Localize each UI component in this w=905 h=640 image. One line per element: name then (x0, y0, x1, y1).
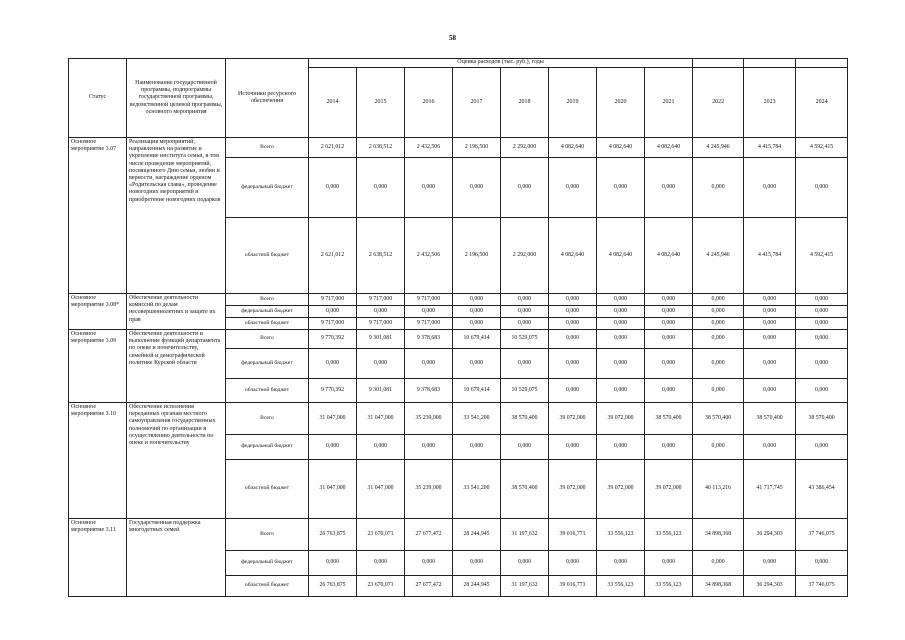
value-cell: 0,000 (357, 158, 405, 218)
value-cell: 0,000 (357, 435, 405, 460)
value-cell: 0,000 (501, 158, 549, 218)
value-cell: 9 717,000 (309, 318, 357, 330)
value-cell: 9 717,000 (357, 318, 405, 330)
value-cell: 0,000 (693, 294, 744, 306)
value-cell: 0,000 (357, 551, 405, 576)
value-cell: 0,000 (645, 551, 693, 576)
value-cell: 0,000 (309, 306, 357, 318)
value-cell: 33 556,123 (645, 576, 693, 597)
value-cell: 31 047,000 (309, 403, 357, 435)
value-cell: 38 570,400 (744, 403, 796, 435)
value-cell: 38 570,400 (501, 403, 549, 435)
value-cell: 0,000 (693, 435, 744, 460)
value-cell: 0,000 (744, 330, 796, 349)
header-year: 2024 (796, 68, 848, 138)
value-cell: 0,000 (549, 330, 597, 349)
value-cell: 0,000 (645, 379, 693, 403)
value-cell: 0,000 (744, 379, 796, 403)
value-cell: 4 082,640 (645, 138, 693, 158)
value-cell: 28 244,945 (453, 519, 501, 551)
value-cell: 35 239,000 (405, 403, 453, 435)
value-cell: 9 717,000 (309, 294, 357, 306)
value-cell: 0,000 (693, 306, 744, 318)
value-cell: 4 082,640 (597, 218, 645, 294)
value-cell: 0,000 (597, 551, 645, 576)
expenditure-table (68, 58, 848, 597)
value-cell: 0,000 (501, 306, 549, 318)
funding-source-cell: Всего (226, 519, 309, 551)
value-cell: 2 432,506 (405, 218, 453, 294)
value-cell: 33 541,200 (453, 460, 501, 519)
value-cell: 4 082,640 (549, 218, 597, 294)
value-cell: 39 072,000 (597, 460, 645, 519)
value-cell: 37 746,075 (796, 576, 848, 597)
value-cell: 35 239,000 (405, 460, 453, 519)
funding-source-cell: федеральный бюджет (226, 306, 309, 318)
value-cell: 9 378,683 (405, 379, 453, 403)
value-cell: 0,000 (453, 551, 501, 576)
header-estimate: Оценка расходов (тыс. руб.), годы (309, 59, 693, 68)
measure-name-cell: Обеспечение деятельности и выполнение функций департамента по опеке и попечительству, семейной и демографической политике Курской области (127, 330, 226, 403)
value-cell: 0,000 (405, 306, 453, 318)
value-cell: 0,000 (597, 435, 645, 460)
value-cell: 0,000 (645, 158, 693, 218)
value-cell: 36 294,303 (744, 519, 796, 551)
value-cell: 39 016,771 (549, 576, 597, 597)
value-cell: 9 770,392 (309, 379, 357, 403)
value-cell: 0,000 (597, 379, 645, 403)
value-cell: 0,000 (645, 349, 693, 379)
value-cell: 37 746,075 (796, 519, 848, 551)
value-cell: 4 415,784 (744, 138, 796, 158)
value-cell: 33 556,123 (597, 576, 645, 597)
value-cell: 27 677,472 (405, 519, 453, 551)
value-cell: 0,000 (645, 294, 693, 306)
measure-name-cell: Обеспечение исполнения переданных органам местного самоуправления государственных полномочий по организации и осуществлению деятельности по опеке и попечительству (127, 403, 226, 519)
value-cell: 38 570,400 (693, 403, 744, 435)
value-cell: 4 245,946 (693, 218, 744, 294)
value-cell: 0,000 (309, 435, 357, 460)
value-cell: 39 072,000 (549, 403, 597, 435)
value-cell: 39 072,000 (645, 460, 693, 519)
header-source: Источники ресурсного обеспечения (226, 59, 309, 138)
value-cell: 10 679,414 (453, 379, 501, 403)
status-cell: Основное мероприятие 3.10 (69, 403, 127, 519)
value-cell: 0,000 (549, 306, 597, 318)
value-cell: 31 047,000 (357, 460, 405, 519)
value-cell: 39 072,000 (597, 403, 645, 435)
header-year: 2020 (597, 68, 645, 138)
value-cell: 2 432,506 (405, 138, 453, 158)
value-cell: 2 621,012 (309, 218, 357, 294)
value-cell: 0,000 (796, 349, 848, 379)
funding-source-cell: федеральный бюджет (226, 158, 309, 218)
status-cell: Основное мероприятие 3.08* (69, 294, 127, 330)
value-cell: 0,000 (549, 435, 597, 460)
value-cell: 0,000 (796, 379, 848, 403)
value-cell: 0,000 (645, 318, 693, 330)
value-cell: 0,000 (501, 294, 549, 306)
value-cell: 33 541,200 (453, 403, 501, 435)
header-status: Статус (69, 59, 127, 138)
table-row (69, 294, 848, 306)
funding-source-cell: федеральный бюджет (226, 435, 309, 460)
value-cell: 0,000 (405, 435, 453, 460)
header-name: Наименование государственной программы, подпрограммы государственной программы, ведомственной целевой программы, основного мероприятия (127, 59, 226, 138)
value-cell: 33 556,123 (645, 519, 693, 551)
funding-source-cell: областной бюджет (226, 576, 309, 597)
value-cell: 31 197,632 (501, 519, 549, 551)
value-cell: 0,000 (453, 349, 501, 379)
value-cell: 0,000 (597, 318, 645, 330)
value-cell: 4 082,640 (597, 138, 645, 158)
value-cell: 2 638,512 (357, 218, 405, 294)
funding-source-cell: областной бюджет (226, 379, 309, 403)
value-cell: 0,000 (453, 435, 501, 460)
value-cell: 0,000 (693, 330, 744, 349)
value-cell: 38 570,400 (501, 460, 549, 519)
value-cell: 4 592,415 (796, 218, 848, 294)
value-cell: 0,000 (744, 551, 796, 576)
page-number: 58 (449, 34, 456, 42)
value-cell: 0,000 (645, 306, 693, 318)
value-cell: 26 763,875 (309, 576, 357, 597)
value-cell: 39 016,771 (549, 519, 597, 551)
value-cell: 0,000 (796, 318, 848, 330)
value-cell: 0,000 (597, 349, 645, 379)
value-cell: 0,000 (549, 318, 597, 330)
value-cell: 0,000 (744, 349, 796, 379)
value-cell: 2 638,512 (357, 138, 405, 158)
value-cell: 0,000 (453, 294, 501, 306)
header-year: 2023 (744, 68, 796, 138)
value-cell: 0,000 (645, 330, 693, 349)
value-cell: 9 717,000 (405, 318, 453, 330)
value-cell: 34 898,368 (693, 519, 744, 551)
value-cell: 0,000 (597, 330, 645, 349)
value-cell: 0,000 (549, 349, 597, 379)
value-cell: 0,000 (796, 435, 848, 460)
measure-name-cell: Реализация мероприятий, направленных на развитие и укрепление института семьи, в том числе проведение мероприятий, посвященного Дню семьи, любви и верности, награждение орденом «Родительская слава», проведение новогодних мероприятий и приобретение новогодних подарков (127, 138, 226, 294)
value-cell: 0,000 (796, 158, 848, 218)
measure-name-cell: Обеспечение деятельности комиссий по делам несовершеннолетних и защите их прав (127, 294, 226, 330)
value-cell: 0,000 (796, 330, 848, 349)
value-cell: 0,000 (501, 318, 549, 330)
value-cell: 0,000 (744, 435, 796, 460)
funding-source-cell: областной бюджет (226, 218, 309, 294)
value-cell: 0,000 (693, 551, 744, 576)
value-cell: 23 670,071 (357, 576, 405, 597)
funding-source-cell: федеральный бюджет (226, 349, 309, 379)
value-cell: 0,000 (744, 158, 796, 218)
value-cell: 36 294,303 (744, 576, 796, 597)
value-cell: 23 670,071 (357, 519, 405, 551)
header-year: 2016 (405, 68, 453, 138)
value-cell: 9 301,081 (357, 330, 405, 349)
header-blank (744, 59, 796, 68)
value-cell: 0,000 (309, 158, 357, 218)
value-cell: 0,000 (501, 435, 549, 460)
funding-source-cell: областной бюджет (226, 318, 309, 330)
status-cell: Основное мероприятие 3.09 (69, 330, 127, 403)
header-year: 2021 (645, 68, 693, 138)
value-cell: 0,000 (549, 158, 597, 218)
value-cell: 2 292,000 (501, 138, 549, 158)
table-row (69, 138, 848, 158)
value-cell: 0,000 (597, 294, 645, 306)
value-cell: 4 592,415 (796, 138, 848, 158)
value-cell: 2 621,012 (309, 138, 357, 158)
measure-name-cell: Государственная поддержка многодетных семей (127, 519, 226, 597)
value-cell: 0,000 (744, 306, 796, 318)
value-cell: 34 898,368 (693, 576, 744, 597)
value-cell: 9 378,683 (405, 330, 453, 349)
header-year: 2019 (549, 68, 597, 138)
value-cell: 4 082,640 (549, 138, 597, 158)
value-cell: 2 196,500 (453, 138, 501, 158)
value-cell: 0,000 (693, 158, 744, 218)
header-year: 2022 (693, 68, 744, 138)
funding-source-cell: федеральный бюджет (226, 551, 309, 576)
value-cell: 4 245,946 (693, 138, 744, 158)
value-cell: 0,000 (453, 306, 501, 318)
value-cell: 9 770,392 (309, 330, 357, 349)
value-cell: 0,000 (453, 318, 501, 330)
value-cell: 0,000 (405, 158, 453, 218)
value-cell: 0,000 (744, 294, 796, 306)
header-blank (796, 59, 848, 68)
value-cell: 0,000 (796, 551, 848, 576)
header-year: 2017 (453, 68, 501, 138)
value-cell: 0,000 (549, 294, 597, 306)
value-cell: 31 047,000 (357, 403, 405, 435)
value-cell: 31 047,000 (309, 460, 357, 519)
value-cell: 27 677,472 (405, 576, 453, 597)
value-cell: 9 717,000 (357, 294, 405, 306)
header-blank (693, 59, 744, 68)
funding-source-cell: областной бюджет (226, 460, 309, 519)
value-cell: 0,000 (453, 158, 501, 218)
table-row (69, 519, 848, 551)
funding-source-cell: Всего (226, 138, 309, 158)
value-cell: 0,000 (405, 551, 453, 576)
value-cell: 9 717,000 (405, 294, 453, 306)
value-cell: 38 570,400 (645, 403, 693, 435)
value-cell: 0,000 (693, 318, 744, 330)
value-cell: 0,000 (501, 551, 549, 576)
value-cell: 0,000 (501, 349, 549, 379)
header-year: 2015 (357, 68, 405, 138)
funding-source-cell: Всего (226, 403, 309, 435)
value-cell: 41 717,745 (744, 460, 796, 519)
value-cell: 2 196,500 (453, 218, 501, 294)
value-cell: 4 082,640 (645, 218, 693, 294)
value-cell: 40 113,216 (693, 460, 744, 519)
value-cell: 0,000 (796, 294, 848, 306)
status-cell: Основное мероприятие 3.07 (69, 138, 127, 294)
value-cell: 10 529,075 (501, 330, 549, 349)
value-cell: 31 197,632 (501, 576, 549, 597)
value-cell: 0,000 (693, 379, 744, 403)
header-year: 2018 (501, 68, 549, 138)
value-cell: 0,000 (357, 349, 405, 379)
value-cell: 0,000 (796, 306, 848, 318)
value-cell: 10 529,075 (501, 379, 549, 403)
funding-source-cell: Всего (226, 294, 309, 306)
value-cell: 0,000 (549, 551, 597, 576)
value-cell: 0,000 (693, 349, 744, 379)
value-cell: 0,000 (549, 379, 597, 403)
value-cell: 38 570,400 (796, 403, 848, 435)
table-row (69, 403, 848, 435)
funding-source-cell: Всего (226, 330, 309, 349)
value-cell: 10 679,414 (453, 330, 501, 349)
value-cell: 2 292,000 (501, 218, 549, 294)
value-cell: 0,000 (309, 349, 357, 379)
value-cell: 0,000 (309, 551, 357, 576)
value-cell: 0,000 (597, 158, 645, 218)
table-row (69, 330, 848, 349)
value-cell: 0,000 (405, 349, 453, 379)
value-cell: 0,000 (357, 306, 405, 318)
value-cell: 28 244,945 (453, 576, 501, 597)
value-cell: 39 072,000 (549, 460, 597, 519)
value-cell: 9 301,081 (357, 379, 405, 403)
value-cell: 33 556,123 (597, 519, 645, 551)
header-year: 2014 (309, 68, 357, 138)
value-cell: 0,000 (597, 306, 645, 318)
status-cell: Основное мероприятие 3.11 (69, 519, 127, 597)
value-cell: 0,000 (744, 318, 796, 330)
value-cell: 43 386,454 (796, 460, 848, 519)
value-cell: 0,000 (645, 435, 693, 460)
value-cell: 4 415,784 (744, 218, 796, 294)
value-cell: 26 763,875 (309, 519, 357, 551)
